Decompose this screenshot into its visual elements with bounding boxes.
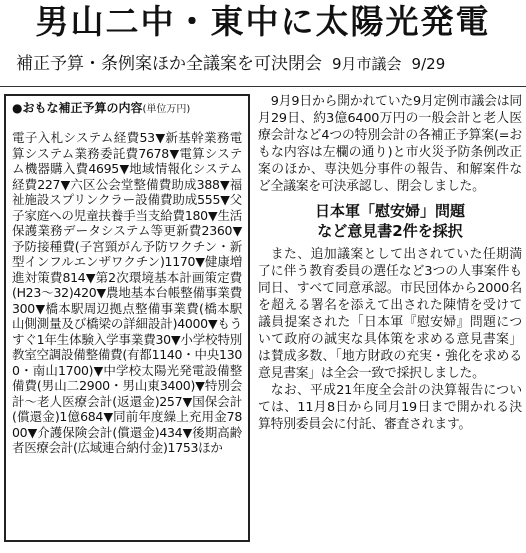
subheadline-text: 補正予算・条例案ほか全議案を可決閉会 (16, 54, 322, 74)
subheadline (16, 52, 516, 76)
article-paragraph-3: なお、平成21年度全会計の決算報告については、11月8日から同月19日まで開かれる決算特別委員会に付託、審査されます。 (258, 382, 522, 432)
budget-summary-box (4, 94, 250, 542)
headline: 男山二中・東中に太陽光発電 (35, 2, 491, 41)
budget-box-unit: (単位万円) (142, 104, 191, 115)
budget-box-body: 電子入札システム経費53▼新基幹業務電算システム業務委託費7678▼電算システム機器購入費4695▼地域情報化システム経費227▼六区公会堂整備費助成388▼福祉施設スプリンクラー設備費助成555▼父子家庭への児童扶養手当支給費180▼生活保護業務データシステム等更新費2360▼予防接種費(子宮頸がん予防ワクチン・新型インフルエンザワクチン)1170▼健康増進対策費814▼第2次環境基本計画策定費(H23〜32)420▼農地基本台帳整備事業費300▼橋本駅周辺拠点整備事業費(橋本駅山側測量及び橋梁の詳細設計)4000▼もうすぐ1年生体験入学事業費30▼小学校特別教室空調設備整備費(有都1140・中央1300・南山1700)▼中学校太陽光発電設備整備費(男山二2900・男山東3400)▼特別会計〜老人医療会計(返還金)257▼国保会計(償還金)1億684▼同前年度繰上充用金7800▼介護保険会計(償還金)434▼後期高齢者医療会計(広域連合納付金)1753ほか (12, 130, 242, 455)
headline-divider (0, 86, 526, 87)
article-subheading (258, 201, 522, 241)
source-label: 9月市議会 (332, 55, 402, 73)
article-subheading-line-1: 日本軍「慰安婦」問題 (314, 202, 465, 221)
article-paragraph-2: また、追加議案として出されていた任期満了に伴う教育委員の選任など3つの人事案件も同日、すべて同意承認。市民団体から2000名を超える署名を添えて出された陳情を受けて議員提案された「日本軍『慰安婦』問題について政府の誠実な具体策を求める意見書案」は賛成多数、「地方財政の充実・強化を求める意見書案」は全会一致で採択しました。 (258, 247, 522, 381)
article-column (258, 94, 522, 549)
date-label: 9/29 (411, 55, 446, 73)
article-paragraph-1: 9月9日から開かれていた9月定例市議会は同月29日、約3億6400万円の一般会計と老人医療会計など4つの特別会計の各補正予算案(=おもな内容は左欄の通り)と市火災予防条例改正案のほか、専決処分事件の報告、和解案件など全議案を可決承認し、閉会しました。 (258, 94, 522, 194)
budget-box-title-text: ●おもな補正予算の内容 (12, 101, 143, 115)
article-subheading-line-2: など意見書2件を採択 (317, 222, 463, 241)
budget-box-title (12, 100, 242, 118)
